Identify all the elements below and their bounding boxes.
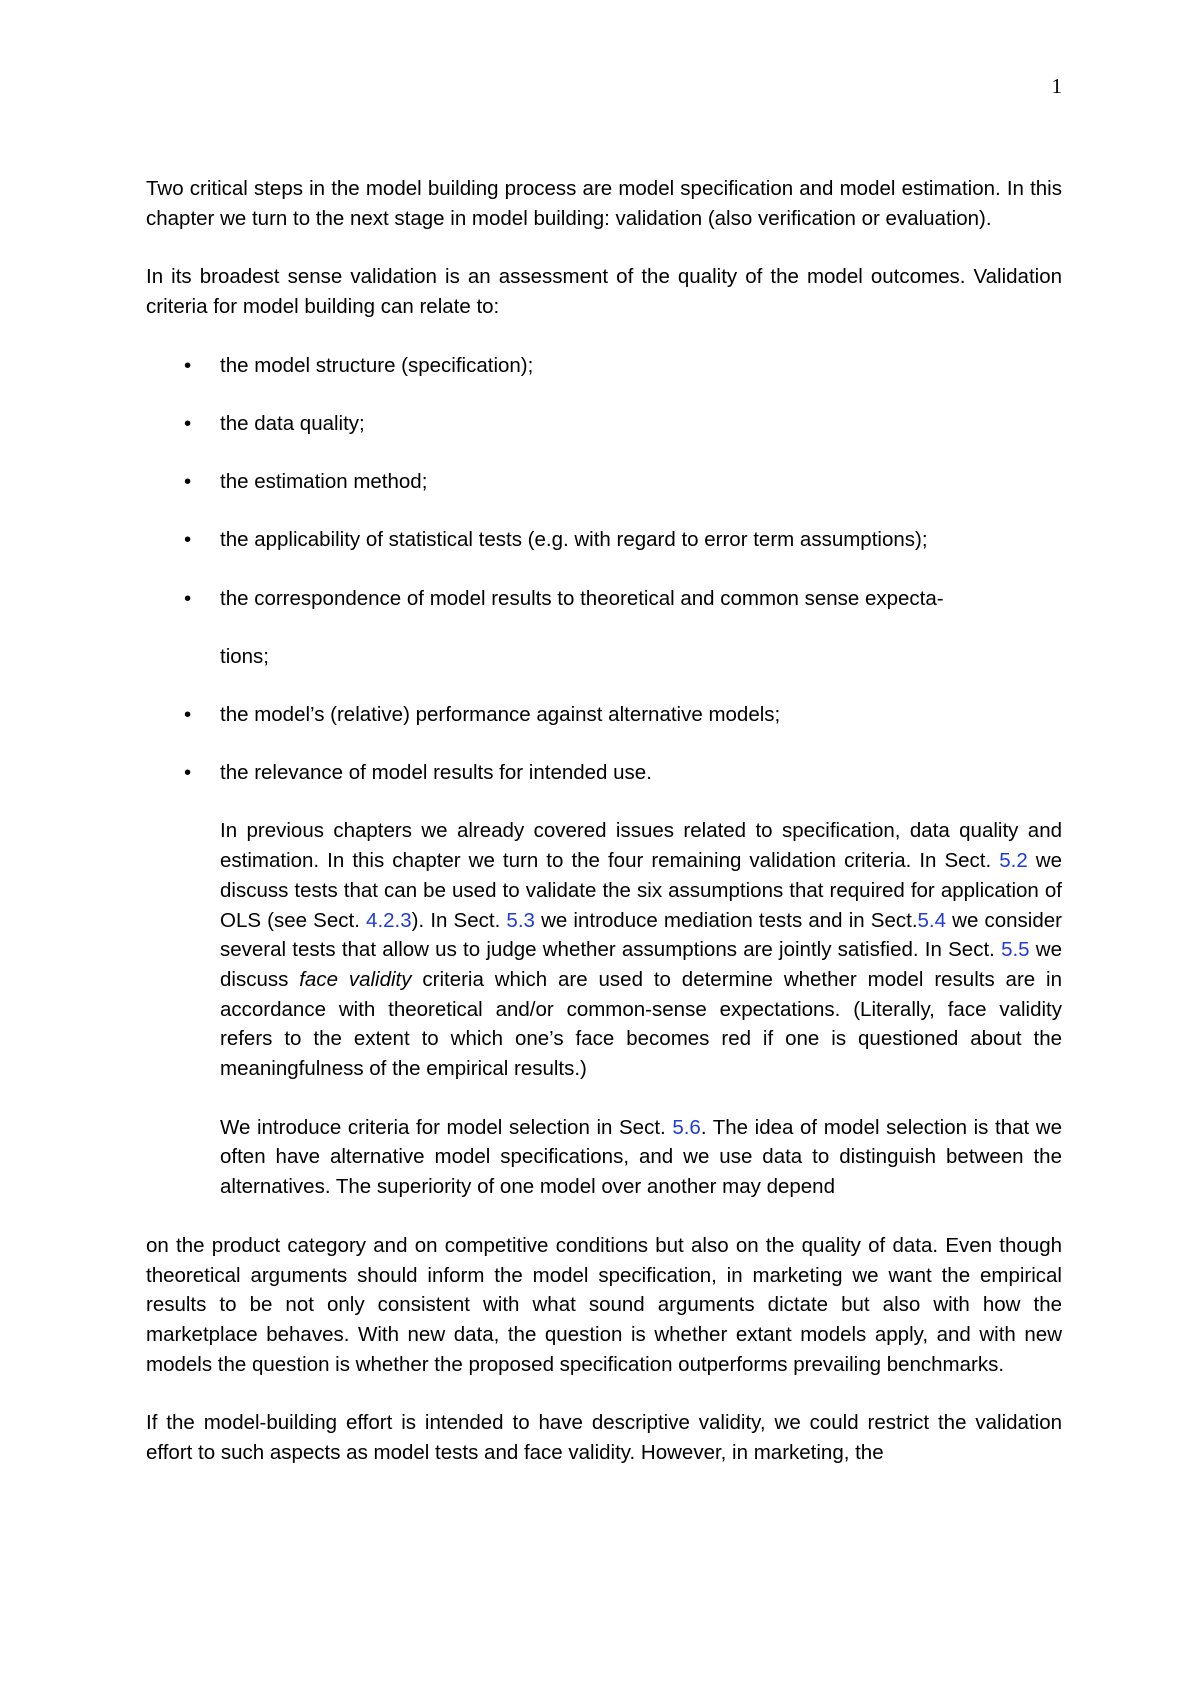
section-link-5-6[interactable]: 5.6: [672, 1115, 701, 1139]
list-item-text: the data quality;: [220, 412, 365, 436]
bullet-icon: •: [184, 470, 192, 494]
bullet-icon: •: [184, 703, 192, 727]
list-item: [146, 525, 1062, 555]
list-item-text: the model structure (specification);: [220, 353, 534, 377]
bullet-icon: •: [184, 353, 192, 377]
list-item-text: the applicability of statistical tests (e.g. with regard to error term assumptions);: [220, 528, 928, 552]
text-run: . The idea of model selection is that we often have alternative model specifications, and we use data to distinguish between the alternatives. The superiority of one model over another may depend: [220, 1115, 1063, 1199]
paragraph-descriptive-validity: If the model-building effort is intended to have descriptive validity, we could restrict the validation effort to such aspects as model tests and face validity. However, in marketing, the: [146, 1411, 1062, 1465]
bullet-icon: •: [184, 761, 192, 785]
list-item: [146, 758, 1062, 788]
section-link-4-2-3[interactable]: 4.2.3: [366, 908, 412, 932]
text-run: In previous chapters we already covered issues related to specification, data quality and estimation. In this chapter we turn to the four remaining validation criteria. In Sect.: [220, 819, 1062, 873]
bullet-icon: •: [184, 528, 192, 552]
text-run: ). In Sect.: [411, 908, 507, 932]
section-link-5-2[interactable]: 5.2: [999, 849, 1028, 873]
bullet-icon: •: [184, 586, 192, 610]
text-run: we discuss tests that can be used to validate the six assumptions that required for application of OLS (see Sect.: [220, 849, 1063, 932]
list-item: [146, 351, 1062, 381]
section-link-5-5[interactable]: 5.5: [1001, 938, 1030, 962]
section-link-5-3[interactable]: 5.3: [506, 908, 535, 932]
list-item: [146, 467, 1062, 497]
list-item-text: the correspondence of model results to theoretical and common sense expecta-: [220, 586, 944, 610]
emphasis-face-validity: face validity: [299, 967, 412, 991]
text-run: we introduce mediation tests and in Sect.: [534, 908, 918, 932]
list-item-continuation: tions;: [220, 644, 269, 668]
text-run: we discuss: [220, 938, 1062, 991]
paragraph-intro: Two critical steps in the model building process are model specification and model estimation. In this chapter we turn to the next stage in model building: validation (also verification or evaluation).: [146, 177, 1062, 230]
list-item: [146, 409, 1062, 439]
validation-criteria-list: [146, 351, 1062, 788]
paragraph-validation-definition: In its broadest sense validation is an assessment of the quality of the model outcomes. Validation criteria for model building can relate to:: [146, 265, 1062, 319]
text-run: criteria which are used to determine whether model results are in accordance with theoretical and/or common-sense expectations. (Literally, face validity refers to the extent to which one’s face becomes red if one is questioned about the meaningfulness of the empirical results.): [220, 967, 1063, 1081]
list-item-text: the estimation method;: [220, 470, 428, 494]
paragraph-chapter-overview: [220, 816, 1062, 1083]
document-body: [146, 174, 1062, 1468]
list-item-text: the model’s (relative) performance against alternative models;: [220, 703, 781, 727]
page-number: 1: [1051, 74, 1062, 98]
bullet-icon: •: [184, 412, 192, 436]
text-run: We introduce criteria for model selection in Sect.: [220, 1115, 673, 1139]
list-item: [146, 700, 1062, 730]
paragraph-model-selection: [220, 1113, 1062, 1202]
text-run: we consider several tests that allow us to judge whether assumptions are jointly satisfied. In Sect.: [220, 908, 1062, 962]
list-item: [146, 584, 1062, 672]
paragraph-product-category: on the product category and on competitive conditions but also on the quality of data. Even though theoretical arguments should inform the model specification, in marketing we want the empirical results to be not only consistent with what sound arguments dictate but also with how the marketplace behaves. With new data, the question is whether extant models apply, and with new models the question is whether the proposed specification outperforms prevailing benchmarks.: [146, 1233, 1062, 1376]
section-link-5-4[interactable]: 5.4: [917, 908, 947, 932]
list-item-text: the relevance of model results for intended use.: [220, 761, 652, 785]
